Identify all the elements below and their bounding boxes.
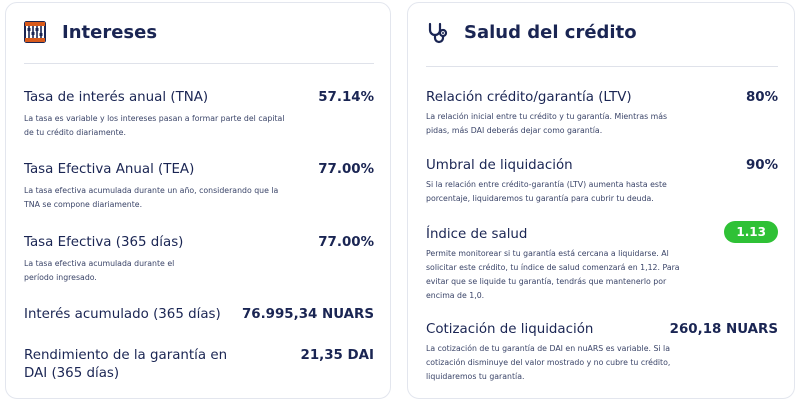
- liquidation-threshold-value: 90%: [745, 158, 778, 173]
- interests-title: Intereses: [62, 22, 158, 43]
- credit-health-header: [408, 3, 794, 63]
- tea-row: [24, 161, 374, 212]
- abacus-icon: [24, 21, 48, 45]
- liquidation-price-row: [426, 321, 778, 384]
- tna-desc: La tasa es variable y los intereses pasan a formar parte del capital de tu crédito diariamente.: [24, 114, 285, 137]
- ltv-label: Relación crédito/garantía (LTV): [426, 90, 632, 105]
- stethoscope-icon: [426, 21, 450, 45]
- liquidation-threshold-label: Umbral de liquidación: [426, 158, 573, 173]
- effective-rate-desc: La tasa efectiva acumulada durante el período ingresado.: [24, 259, 175, 282]
- liquidation-price-label: Cotización de liquidación: [426, 322, 594, 337]
- credit-health-title: Salud del crédito: [464, 22, 637, 43]
- liquidation-price-desc: La cotización de tu garantía de DAI en nuARS es variable. Si la cotización disminuye del valor mostrado y no cubre tu crédito, liquidaremos tu garantía.: [426, 344, 671, 381]
- ltv-desc: La relación inicial entre tu crédito y tu garantía. Mientras más pidas, más DAI deberás dejar como garantía.: [426, 112, 668, 135]
- accrued-interest-value: 76.995,34 NUARS: [241, 307, 374, 322]
- credit-health-divider: [426, 66, 778, 67]
- health-index-badge: 1.13: [724, 221, 778, 243]
- credit-health-card: [407, 2, 795, 399]
- collateral-yield-value: 21,35 DAI: [300, 348, 374, 363]
- interests-header: [6, 3, 390, 63]
- collateral-yield-row: [24, 347, 374, 383]
- liquidation-price-value: 260,18 NUARS: [669, 322, 778, 337]
- effective-rate-value: 77.00%: [318, 235, 374, 250]
- effective-rate-label: Tasa Efectiva (365 días): [24, 235, 184, 250]
- ltv-value: 80%: [745, 90, 778, 105]
- liquidation-threshold-desc: Si la relación entre crédito-garantía (LTV) aumenta hasta este porcentaje, liquidaremos tu garantía para cubrir tu deuda.: [426, 180, 667, 203]
- liquidation-threshold-row: [426, 157, 778, 206]
- interests-divider: [24, 63, 374, 64]
- tna-label: Tasa de interés anual (TNA): [24, 90, 209, 105]
- interests-card: [5, 2, 391, 399]
- effective-rate-row: [24, 234, 374, 285]
- health-index-row: [426, 226, 778, 303]
- tna-row: [24, 89, 374, 140]
- accrued-interest-row: [24, 306, 374, 324]
- tna-value: 57.14%: [318, 90, 374, 105]
- tea-label: Tasa Efectiva Anual (TEA): [24, 162, 195, 177]
- ltv-row: [426, 89, 778, 138]
- health-index-label: Índice de salud: [426, 227, 528, 242]
- accrued-interest-label: Interés acumulado (365 días): [24, 307, 221, 322]
- tea-desc: La tasa efectiva acumulada durante un año, considerando que la TNA se compone diariamente.: [24, 186, 279, 209]
- tea-value: 77.00%: [318, 162, 374, 177]
- health-index-desc: Permite monitorear si tu garantía está cercana a liquidarse. Al solicitar este crédito, tu índice de salud comenzará en 1,12. Para evitar que se liquide tu garantía, tendrás que mantenerlo por encima de 1,0.: [426, 249, 680, 300]
- collateral-yield-label: Rendimiento de la garantía en DAI (365 días): [24, 348, 228, 381]
